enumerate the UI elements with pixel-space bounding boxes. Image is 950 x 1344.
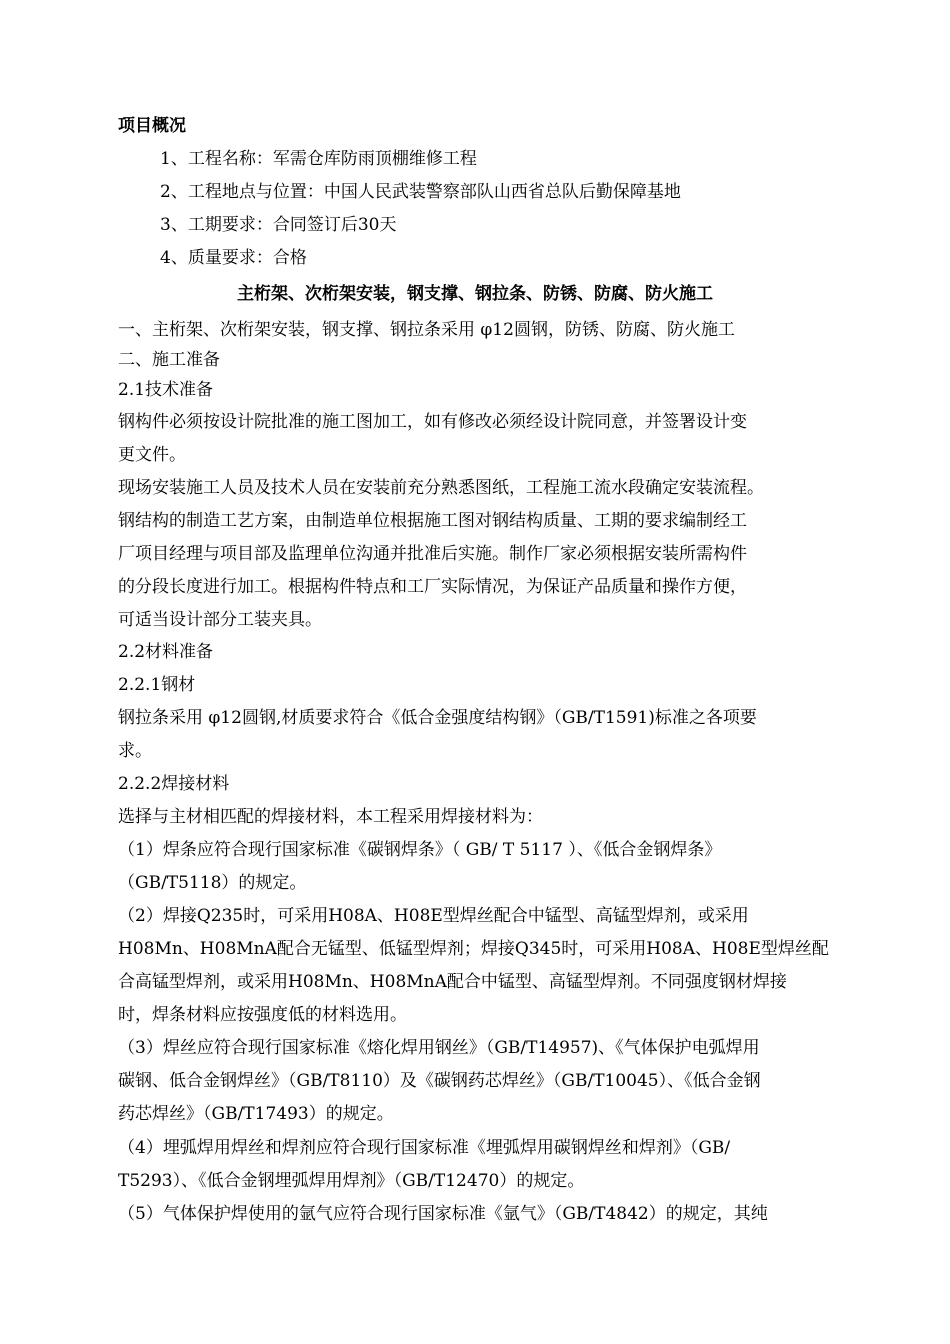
body-line: 钢结构的制造工艺方案，由制造单位根据施工图对钢结构质量、工期的要求编制经工 — [118, 511, 747, 531]
body-line: 药芯焊丝》（GB/T17493）的规定。 — [118, 1104, 394, 1124]
overview-heading: 项目概况 — [118, 116, 186, 136]
body-line: 2.2.1钢材 — [118, 675, 196, 695]
body-line: 钢拉条采用 φ12圆钢,材质要求符合《低合金强度结构钢》（GB/T1591)标准之各项要 — [118, 708, 757, 728]
body-line: 合高锰型焊剂，或采用H08Mn、H08MnA配合中锰型、高锰型焊剂。不同强度钢材焊接 — [118, 972, 787, 992]
body-line: 2.2.2焊接材料 — [118, 774, 230, 794]
body-line: 厂项目经理与项目部及监理单位沟通并批准后实施。制作厂家必须根据安装所需构件 — [118, 544, 747, 564]
body-line: 时，焊条材料应按强度低的材料选用。 — [118, 1005, 407, 1025]
body-line: 碳钢、低合金钢焊丝》（GB/T8110）及《碳钢药芯焊丝》（GB/T10045）、《低合金钢 — [118, 1071, 761, 1091]
body-line: （1）焊条应符合现行国家标准《碳钢焊条》（ GB/ T 5117 ）、《低合金钢焊条》 — [118, 840, 722, 860]
body-line: （2）焊接Q235时，可采用H08A、H08E型焊丝配合中锰型、高锰型焊剂，或采用 — [118, 906, 749, 926]
body-line: （4）埋弧焊用焊丝和焊剂应符合现行国家标准《埋弧焊用碳钢焊丝和焊剂》（GB/ — [118, 1138, 731, 1158]
body-line: 2.1技术准备 — [118, 380, 214, 400]
body-line: H08Mn、H08MnA配合无锰型、低锰型焊剂；焊接Q345时，可采用H08A、H08E型焊丝配 — [118, 939, 829, 959]
body-line: 现场安装施工人员及技术人员在安装前充分熟悉图纸，工程施工流水段确定安装流程。 — [118, 478, 764, 498]
overview-item: 2、工程地点与位置：中国人民武装警察部队山西省总队后勤保障基地 — [160, 182, 681, 202]
body-line: （GB/T5118）的规定。 — [118, 873, 307, 893]
body-line: T5293）、《低合金钢埋弧焊用焊剂》（GB/T12470）的规定。 — [118, 1171, 585, 1191]
body-line: 钢构件必须按设计院批准的施工图加工，如有修改必须经设计院同意，并签署设计变 — [118, 412, 747, 432]
body-line: （5）气体保护焊使用的氩气应符合现行国家标准《氩气》（GB/T4842）的规定，其纯 — [118, 1204, 768, 1224]
body-line: 求。 — [118, 741, 152, 761]
body-line: 二、施工准备 — [118, 350, 220, 370]
body-line: 更文件。 — [118, 445, 186, 465]
overview-item: 4、质量要求：合格 — [160, 248, 307, 268]
overview-item: 3、工期要求：合同签订后30天 — [160, 215, 397, 235]
body-line: 选择与主材相匹配的焊接材料，本工程采用焊接材料为： — [118, 807, 543, 827]
section-title: 主桁架、次桁架安装，钢支撑、钢拉条、防锈、防腐、防火施工 — [237, 284, 713, 304]
body-line: 的分段长度进行加工。根据构件特点和工厂实际情况，为保证产品质量和操作方便， — [118, 577, 747, 597]
overview-item: 1、工程名称：军需仓库防雨顶棚维修工程 — [160, 149, 477, 169]
body-line: 可适当设计部分工装夹具。 — [118, 610, 322, 630]
body-line: 一、主桁架、次桁架安装，钢支撑、钢拉条采用 φ12圆钢，防锈、防腐、防火施工 — [118, 320, 735, 340]
body-line: （3）焊丝应符合现行国家标准《熔化焊用钢丝》（GB/T14957)、《气体保护电弧焊用 — [118, 1038, 760, 1058]
body-line: 2.2材料准备 — [118, 642, 214, 662]
